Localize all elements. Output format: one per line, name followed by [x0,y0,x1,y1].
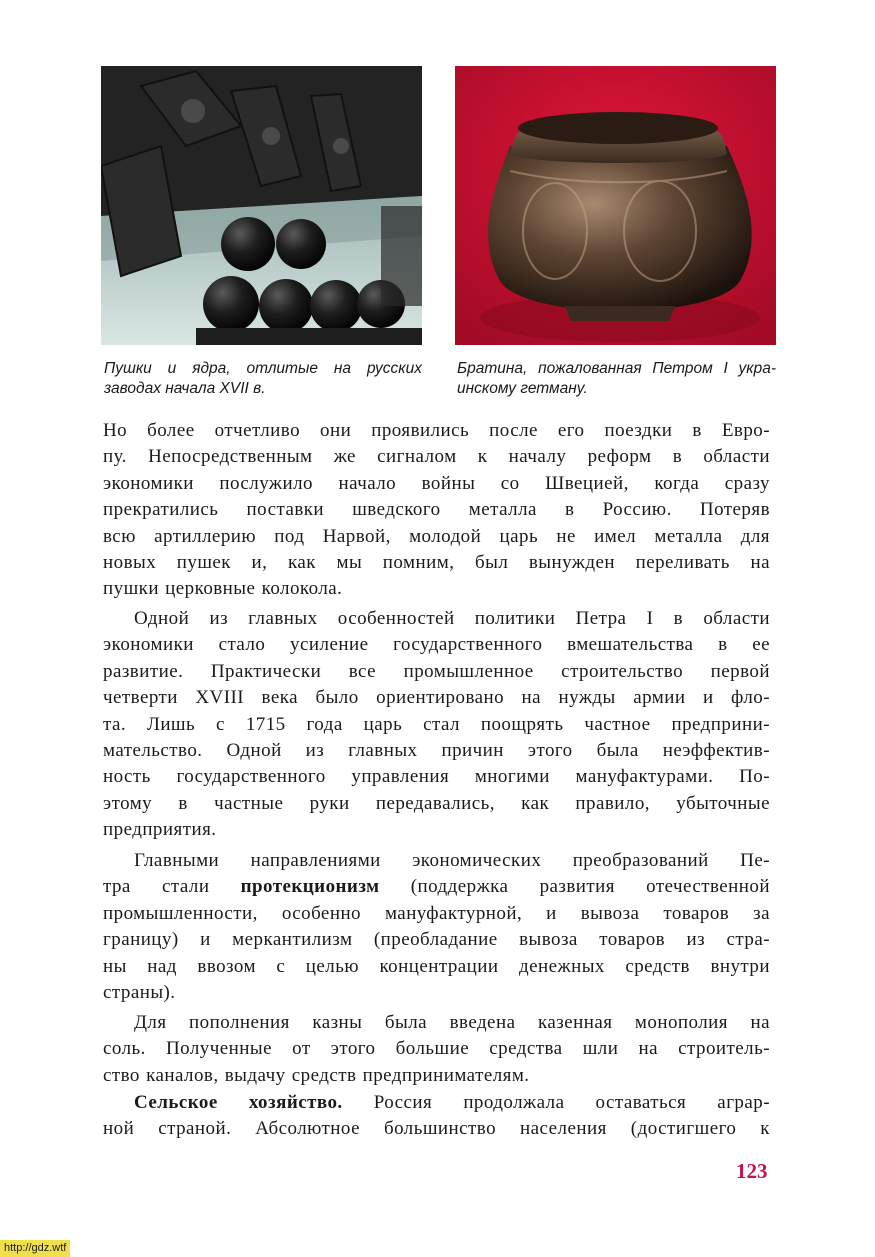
cannons-photo [101,66,422,345]
text-line [103,874,770,900]
text-line [103,1090,770,1116]
text-line: Главными направлениями экономических преобразований Пе- [134,850,770,871]
text-fragment: Россия продолжала оставаться аграр- [373,1092,770,1113]
text-line: предприятия. [103,819,217,841]
text-line: ность государственного управления многими мануфактурами. По- [103,766,770,788]
text-fragment: тра стали [103,876,210,898]
text-line: прекратились поставки шведского металла в Россию. Потеряв [103,499,770,521]
text-line: ны над ввозом с целью концентрации денежных средств внутри [103,955,770,977]
paragraph-4 [103,1010,770,1089]
text-line: соль. Полученные от этого большие средства шли на строитель- [103,1038,770,1060]
text-line: страны). [103,981,176,1003]
page-number: 123 [736,1159,768,1183]
text-line: новых пушек и, как мы помним, был вынужден переливать на [103,551,770,573]
paragraph-1 [103,418,770,603]
bratina-caption [457,359,776,399]
caption-line: инскому гетману. [457,380,588,397]
text-line: та. Лишь с 1715 года царь стал поощрять частное предприни- [103,713,770,735]
watermark-link[interactable]: http://gdz.wtf [0,1240,70,1257]
text-line: границу) и меркантилизм (преобладание вывоза товаров из стра- [103,929,770,951]
section-heading: Сельское хозяйство. [134,1092,343,1113]
text-line: развитие. Практически все промышленное строительство первой [103,660,770,682]
text-line: мательство. Одной из главных причин этого была неэффектив- [103,739,770,761]
text-line: четверти XVIII века было ориентировано на нужды армии и фло- [103,687,770,709]
caption-line: Пушки и ядра, отлитые на русских [104,360,422,377]
text-line: промышленности, особенно мануфактурной, и вывоза товаров за [103,902,770,924]
caption-line: заводах начала XVII в. [104,380,266,397]
text-line: экономики стало усиление государственного вмешательства в ее [103,634,770,656]
text-line: Одной из главных особенностей политики Петра I в области [134,608,770,629]
text-fragment: (поддержка развития отечественной [410,876,770,898]
text-line: всю артиллерию под Нарвой, молодой царь не имел металла для [103,525,770,547]
term-protectionism: протекционизм [240,876,380,898]
text-line: ство каналов, выдачу средств предпринимателям. [103,1064,530,1086]
paragraph-5 [103,1090,770,1143]
text-line: пушки церковные колокола. [103,578,343,600]
text-line: Для пополнения казны была введена казенная монополия на [134,1012,770,1033]
bratina-photo [455,66,776,345]
cannons-caption [104,359,422,399]
text-line: пу. Непосредственным же сигналом к началу реформ в области [103,446,770,468]
caption-line: Братина, пожалованная Петром I укра- [457,360,776,377]
text-line: ной страной. Абсолютное большинство населения (достигшего к [103,1118,770,1140]
paragraph-2 [103,606,770,844]
paragraph-3 [103,848,770,1006]
text-line: этому в частные руки передавались, как правило, убыточные [103,792,770,814]
text-line: Но более отчетливо они проявились после его поездки в Евро- [103,420,770,441]
text-line: экономики послужило начало войны со Швецией, когда сразу [103,472,770,494]
